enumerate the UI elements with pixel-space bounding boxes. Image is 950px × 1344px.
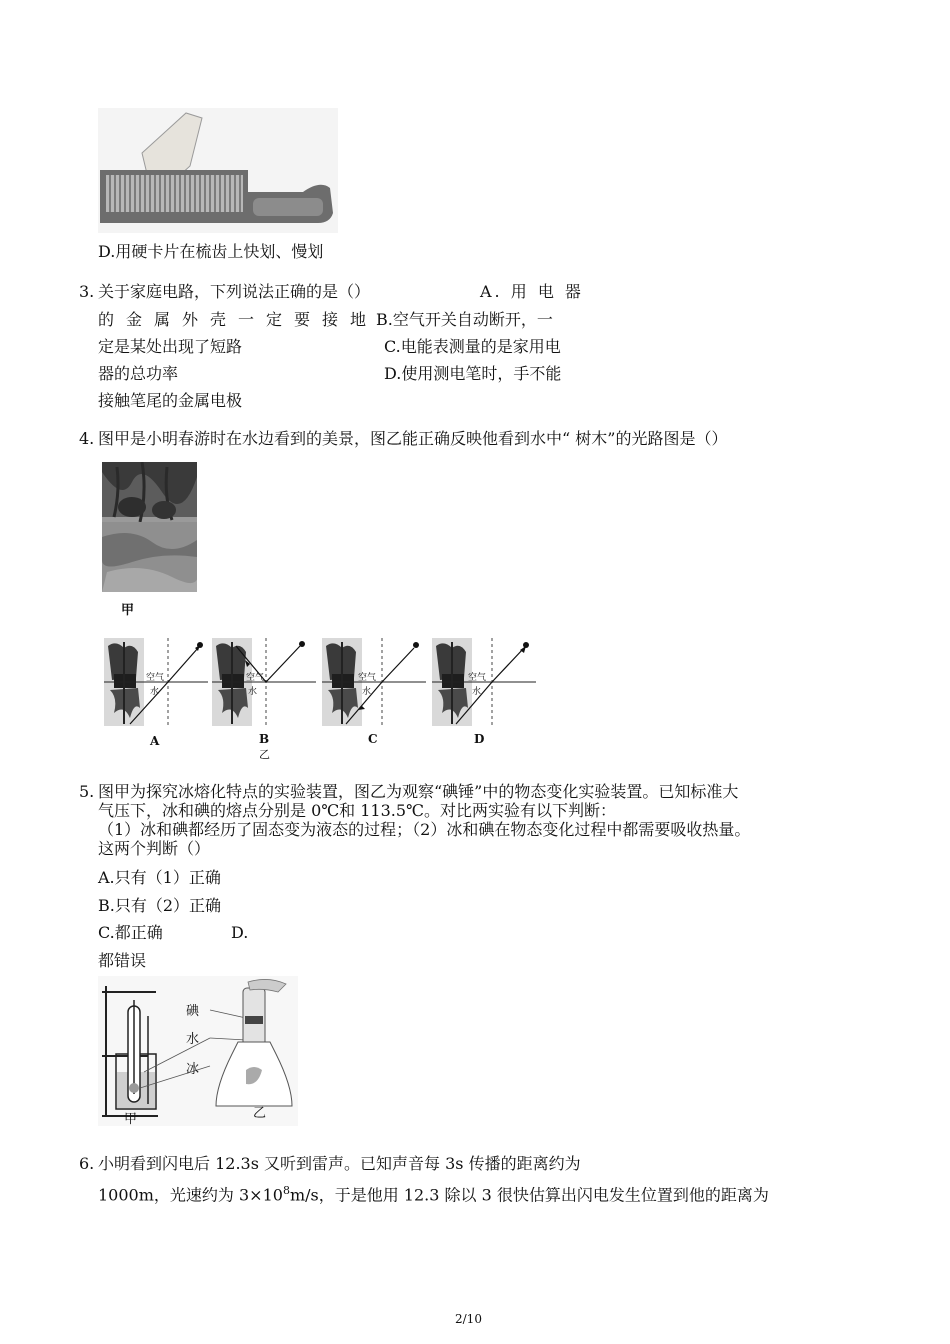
page-number: 2/10: [455, 1312, 482, 1326]
q5-line3: （1）冰和碘都经历了固态变为液态的过程；（2）冰和碘在物态变化过程中都需要吸收热量。: [98, 820, 751, 839]
q5-iodine-label: 碘: [186, 1004, 200, 1019]
q5-line1: 图甲为探究冰熔化特点的实验装置，图乙为观察“碘锤”中的物态变化实验装置。已知标准大: [98, 782, 739, 801]
comb-option-d: D.用硬卡片在梳齿上快划、慢划: [98, 242, 324, 261]
q4-c-water-label: 水: [362, 687, 372, 697]
q5-option-a: A.只有（1）正确: [98, 868, 221, 887]
comb-card-figure: [98, 108, 338, 233]
q5-option-d-text: 都错误: [98, 951, 147, 970]
q3-stem: 关于家庭电路，下列说法正确的是（）: [98, 282, 371, 301]
q4-figure-yi-label: 乙: [259, 748, 270, 761]
q4-diagram-a-label: A: [150, 734, 160, 748]
q6-number: 6.: [79, 1154, 95, 1173]
q5-experiment-figure: [98, 976, 298, 1126]
q5-option-d-label: D.: [231, 923, 249, 942]
q4-c-air-label: 空气: [358, 673, 377, 683]
q5-line4: 这两个判断（）: [98, 839, 211, 858]
q3-option-d-line1: D.使用测电笔时，手不能: [384, 364, 562, 383]
lake-photo-figure: [102, 462, 197, 592]
q4-diagram-c-label: C: [368, 732, 378, 746]
q5-number: 5.: [79, 782, 95, 801]
q5-option-b: B.只有（2）正确: [98, 896, 222, 915]
q4-diagram-c: [322, 638, 426, 728]
q4-diagram-b: [212, 638, 316, 728]
q4-b-air-label: 空气: [246, 673, 265, 683]
q3-option-c-line2: 器的总功率: [98, 364, 179, 383]
q5-figure-yi-label: 乙: [253, 1106, 267, 1121]
q4-a-water-label: 水: [150, 687, 160, 697]
q3-option-d-line2: 接触笔尾的金属电极: [98, 391, 243, 410]
q4-d-water-label: 水: [472, 687, 482, 697]
q4-d-air-label: 空气: [468, 673, 487, 683]
q4-diagram-d-label: D: [474, 732, 485, 746]
q5-ice-label: 冰: [186, 1062, 200, 1077]
q6-line2: 1000m，光速约为 $3\times 10^8m/s$，于是他用 12.3 除以 3 很快估算出闪电发生位置到他的距离为: [98, 1184, 769, 1205]
q4-stem: 图甲是小明春游时在水边看到的美景，图乙能正确反映他看到水中“ 树木”的光路图是（）: [98, 429, 728, 448]
q5-line2: 气压下，冰和碘的熔点分别是 0℃和 113.5℃。对比两实验有以下判断：: [98, 801, 616, 820]
q3-number: 3.: [79, 282, 95, 301]
q5-option-c: C.都正确: [98, 923, 163, 942]
q6-line1: 小明看到闪电后 12.3s 又听到雷声。已知声音每 3s 传播的距离约为: [98, 1154, 581, 1173]
q4-figure-jia-label: 甲: [121, 603, 135, 618]
q4-diagram-d: [432, 638, 536, 728]
q4-diagram-a: [104, 638, 208, 728]
q4-number: 4.: [79, 429, 95, 448]
q3-option-a-label: A. 用 电 器: [480, 282, 584, 301]
q5-water-label: 水: [186, 1032, 200, 1047]
q3-option-b-line1: B.空气开关自动断开，一: [376, 310, 553, 329]
q3-option-c-line1: C.电能表测量的是家用电: [384, 337, 561, 356]
q3-option-a-rest: 的金属外壳一定要接地: [98, 310, 379, 329]
q4-a-air-label: 空气: [146, 673, 165, 683]
q4-diagram-b-label: B: [259, 732, 270, 746]
q5-figure-jia-label: 甲: [124, 1112, 138, 1127]
q4-b-water-label: 水: [248, 687, 258, 697]
q3-option-b-line2: 定是某处出现了短路: [98, 337, 243, 356]
